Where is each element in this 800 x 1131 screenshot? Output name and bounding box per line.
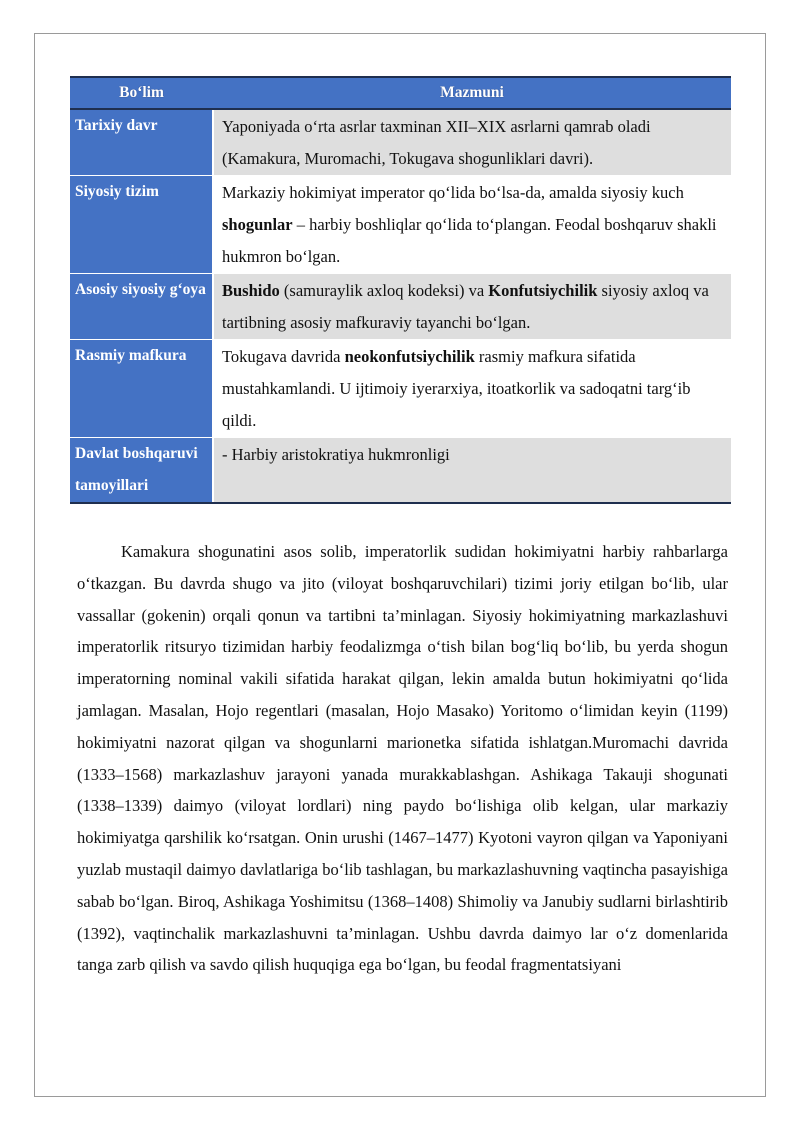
summary-table	[70, 76, 731, 504]
row-label: Asosiy siyosiy g‘oya	[70, 274, 213, 340]
table-header-row	[70, 77, 731, 109]
row-label: Davlat boshqaruvi tamoyillari	[70, 438, 213, 504]
row-content	[213, 438, 731, 504]
table-row	[70, 274, 731, 340]
content-text: - Harbiy aristokratiya hukmronligi	[222, 445, 450, 464]
row-content	[213, 109, 731, 176]
content-bold: Bushido	[222, 281, 280, 300]
table-row	[70, 109, 731, 176]
content-text: Tokugava davrida	[222, 347, 345, 366]
content-bold: neokonfutsiychilik	[344, 347, 475, 366]
content-bold: Konfutsiychilik	[488, 281, 598, 300]
table-row	[70, 340, 731, 438]
row-content	[213, 176, 731, 274]
row-label: Siyosiy tizim	[70, 176, 213, 274]
row-content	[213, 274, 731, 340]
table-row	[70, 176, 731, 274]
content-text: Markaziy hokimiyat imperator qo‘lida bo‘lsa-da, amalda siyosiy kuch	[222, 183, 684, 202]
content-bold: shogunlar	[222, 215, 293, 234]
content-text: siyosiy axloq va tartibning asosiy mafkuraviy tayanchi bo‘lgan.	[222, 281, 709, 332]
body-paragraph: Kamakura shogunatini asos solib, imperatorlik sudidan hokimiyatni harbiy rahbarlarga o‘tkazgan. Bu davrda shugo va jito (viloyat boshqaruvchilari) tizimi joriy etilgan bo‘lib, ular vassallar (gokenin) orqali qonun va tartibni ta’minlagan. Siyosiy hokimiyatning markazlashuvi imperatorlik ritsuryo tizimidan harbiy feodalizmga o‘tish bilan bog‘liq bo‘lib, bu yerda shogun imperatorning nominal vakili sifatida harakat qilgan, lekin amalda butun hokimiyatni qo‘lida jamlagan. Masalan, Hojo regentlari (masalan, Hojo Masako) Yoritomo o‘limidan keyin (1199) hokimiyatni nazorat qilgan va shogunlarni marionetka sifatida ishlatgan.Muromachi davrida (1333–1568) markazlashuv jarayoni yanada murakkablashgan. Ashikaga Takauji shogunati (1338–1339) daimyo (viloyat lordlari) ning paydo bo‘lishiga olib kelgan, ular markaziy hokimiyatga qarshilik ko‘rsatgan. Onin urushi (1467–1477) Kyotoni vayron qilgan va Yaponiyani yuzlab mustaqil daimyo davlatlariga bo‘lib tashlagan, bu markazlashuvning vaqtincha pasayishiga sabab bo‘lgan. Biroq, Ashikaga Yoshimitsu (1368–1408) Shimoliy va Janubiy sudlarni birlashtirib (1392), vaqtinchalik markazlashuvni ta’minlagan. Ushbu davrda daimyo lar o‘z domenlarida tanga zarb qilish va savdo qilish huquqiga ega bo‘lgan, bu feodal fragmentatsiyani	[77, 542, 728, 975]
content-text: rasmiy mafkura sifatida mustahkamlandi. U ijtimoiy iyerarxiya, itoatkorlik va sadoqatni targ‘ib qildi.	[222, 347, 691, 430]
content-text: Yaponiyada o‘rta asrlar taxminan XII–XIX asrlarni qamrab oladi (Kamakura, Muromachi, Tokugava shogunliklari davri).	[222, 117, 651, 168]
table-row	[70, 438, 731, 504]
content-text: – harbiy boshliqlar qo‘lida to‘plangan. Feodal boshqaruv shakli hukmron bo‘lgan.	[222, 215, 717, 266]
content-text: (samuraylik axloq kodeksi) va	[279, 281, 489, 300]
row-label: Rasmiy mafkura	[70, 340, 213, 438]
row-label: Tarixiy davr	[70, 109, 213, 176]
header-content: Mazmuni	[213, 77, 731, 109]
header-section: Bo‘lim	[70, 77, 213, 109]
row-content	[213, 340, 731, 438]
